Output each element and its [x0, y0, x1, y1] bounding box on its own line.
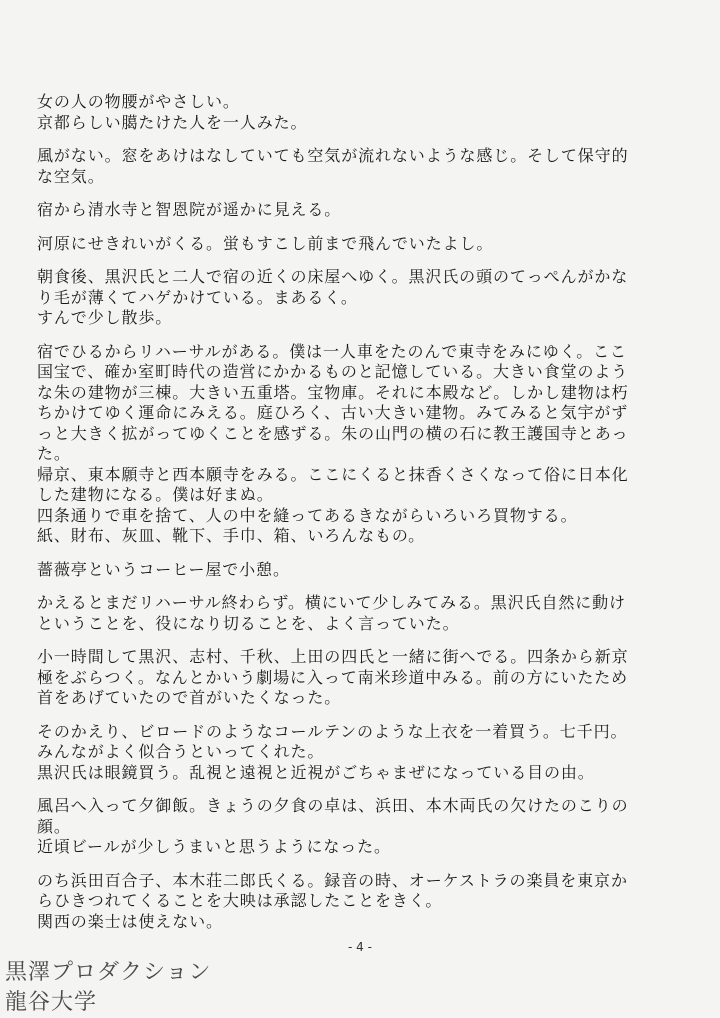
text-line: な朱の建物が三棟。大きい五重塔。宝物庫。それに本殿など。しかし建物は朽 — [37, 382, 629, 402]
text-line: かえるとまだリハーサル終わらず。横にいて少しみてみる。黒沢氏自然に動け — [37, 593, 626, 612]
text-line: ということを、役になり切ることを、よく言っていた。 — [37, 613, 460, 633]
text-line: 女の人の物腰がやさしい。 — [37, 92, 240, 111]
paragraph — [37, 871, 687, 933]
paragraph — [37, 146, 687, 187]
watermark-line-2: 龍谷大学 — [5, 990, 98, 1015]
text-line: 顔。 — [37, 816, 71, 836]
text-line: 関西の楽士は使えない。 — [37, 911, 223, 931]
page-number: - 4 - — [348, 940, 372, 954]
paragraph — [37, 234, 687, 255]
paragraph — [37, 200, 687, 221]
text-line: みんながよく似合うといってくれた。 — [37, 742, 325, 761]
paragraph — [37, 92, 687, 133]
text-line: 帰京、東本願寺と西本願寺をみる。ここにくると抹香くさくなって俗に日本化 — [37, 464, 629, 484]
paragraph — [37, 722, 687, 784]
text-line: 風呂へ入って夕御飯。きょうの夕食の卓は、浜田、本木両氏の欠けたのこりの — [37, 796, 629, 815]
text-line: ちかけてゆく運命にみえる。庭ひろく、古い大きい建物。みてみると気宇がず — [37, 403, 629, 422]
text-line: 薔薇亭というコーヒー屋で小憩。 — [37, 559, 290, 579]
paragraph — [37, 560, 687, 581]
text-line: のち浜田百合子、本木荘二郎氏くる。録音の時、オーケストラの楽員を東京か — [37, 870, 628, 890]
text-line: 京都らしい臈たけた人を一人みた。 — [37, 112, 308, 132]
text-line: した建物になる。僕は好まぬ。 — [37, 485, 274, 504]
text-line: 風がない。窓をあけはなしていても空気が流れないような感じ。そして保守的 — [37, 146, 629, 165]
text-line: り毛が薄くてハゲかけている。まあるく。 — [37, 287, 358, 307]
text-line: そのかえり、ビロードのようなコールテンのような上衣を一着買う。七千円。 — [37, 721, 628, 741]
watermark — [5, 958, 212, 1018]
text-line: 黒沢氏は眼鏡買う。乱視と遠視と近視がごちゃまぜになっている目の由。 — [37, 762, 595, 782]
text-line: 首をあげていたので首がいたくなった。 — [37, 688, 342, 707]
paragraph — [37, 647, 687, 709]
text-line: 宿でひるからリハーサルがある。僕は一人車をたのんで東寺をみにゆく。ここ — [37, 341, 627, 361]
text-line: 河原にせきれいがくる。蛍もすこし前まで飛んでいたよし。 — [37, 233, 494, 253]
text-line: 四条通りで車を捨て、人の中を縫ってあるきながらいろいろ買物する。 — [37, 505, 578, 525]
paragraph — [37, 342, 687, 465]
text-line: 宿から清水寺と智恩院が遥かに見える。 — [37, 200, 342, 219]
paragraph — [37, 465, 687, 547]
text-line: 極をぶらつく。なんとかいう劇場に入って南米珍道中みる。前の方にいたため — [37, 667, 629, 687]
document-body — [37, 92, 687, 945]
text-line: すんで少し散歩。 — [37, 308, 173, 327]
text-line: 近頃ビールが少しうまいと思うようになった。 — [37, 837, 391, 856]
text-line: た。 — [37, 444, 71, 463]
text-line: 朝食後、黒沢氏と二人で宿の近くの床屋へゆく。黒沢氏の頭のてっぺんがかな — [37, 267, 629, 286]
text-line: 国宝で、確か室町時代の造営にかかるものと記憶している。大きい食堂のよう — [37, 362, 629, 381]
watermark-line-1: 黒澤プロダクション — [5, 960, 212, 985]
text-line: っと大きく拡がってゆくことを感ずる。朱の山門の横の石に教王護国寺とあっ — [37, 423, 629, 443]
text-line: 紙、財布、灰皿、靴下、手巾、箱、いろんなもの。 — [37, 526, 426, 545]
text-line: らひきつれてくることを大映は承認したことをきく。 — [37, 891, 443, 910]
paragraph — [37, 796, 687, 858]
paragraph — [37, 267, 687, 329]
text-line: 小一時間して黒沢、志村、千秋、上田の四氏と一緒に街へでる。四条から新京 — [37, 647, 629, 666]
text-line: な空気。 — [37, 166, 105, 186]
paragraph — [37, 593, 687, 634]
